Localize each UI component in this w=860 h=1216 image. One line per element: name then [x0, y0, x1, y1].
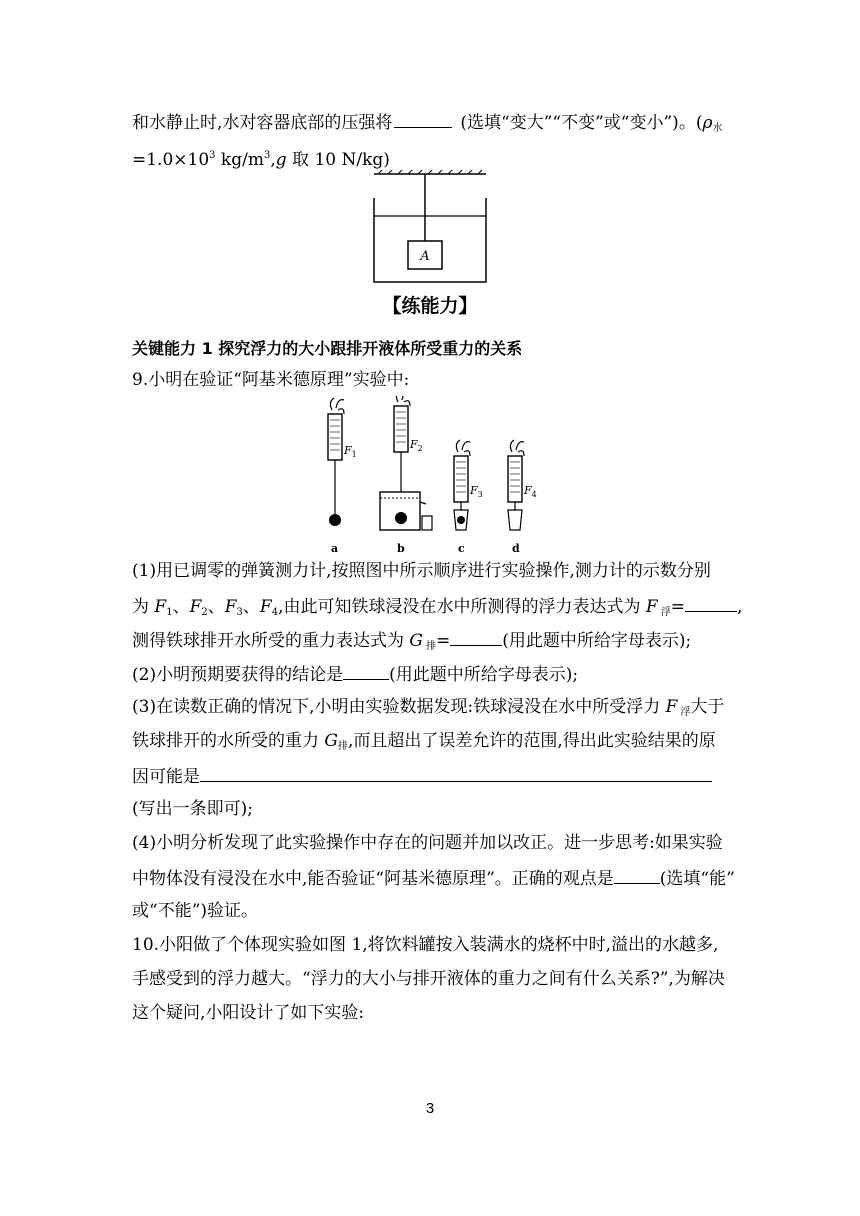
section-title: 【练能力】: [382, 295, 478, 317]
q9-stem: 9.小明在验证“阿基米德原理”实验中:: [132, 370, 410, 390]
archimedes-experiment-figure: [318, 396, 538, 556]
q10-line2: 手感受到的浮力越大。“浮力的大小与排开液体的重力之间有什么关系?”,为解决: [132, 969, 725, 989]
key-ability-heading: 关键能力 1 探究浮力的大小跟排开液体所受重力的关系: [132, 339, 523, 358]
buoyancy-expression-blank[interactable]: [685, 593, 737, 612]
page-number: 3: [425, 1100, 435, 1117]
q9-part3-line4: (写出一条即可);: [132, 799, 253, 819]
q9-part1-line3: 测得铁球排开水所受的重力表达式为 G $_排$= (用此题中所给字母表示);: [132, 627, 691, 659]
block-a-label: A: [420, 249, 430, 264]
q9-part4-line3: 或“不能”)验证。: [132, 901, 259, 921]
q9-part1-line1: (1)用已调零的弹簧测力计,按照图中所示顺序进行实验操作,测力计的示数分别: [132, 561, 711, 581]
answer-blank[interactable]: [394, 109, 452, 128]
label-F4: $F_4$: [524, 484, 537, 499]
displaced-weight-blank[interactable]: [450, 627, 502, 646]
q9-part4-line2: 中物体没有浸没在水中,能否验证“阿基米德原理”。正确的观点是 (选填“能”: [132, 865, 735, 891]
panel-b: [380, 396, 432, 555]
q9-part4-line1: (4)小明分析发现了此实验操作中存在的问题并加以改正。进一步思考:如果实验: [132, 833, 723, 853]
intro-line-1: 和水静止时,水对容器底部的压强将 (选填“变大”“不变”或“变小”)。($\rho_水$: [132, 109, 722, 141]
q9-part2: (2)小明预期要获得的结论是 (用此题中所给字母表示);: [132, 661, 578, 687]
q10-line1: 10.小阳做了个体现实验如图 1,将饮料罐按入装满水的烧杯中时,溢出的水越多,: [132, 935, 719, 955]
can-verify-blank[interactable]: [614, 865, 660, 884]
intro-line-2: $=1.0\times 10^3$ $kg/m^3,g$ 取 10 N/kg): [132, 150, 390, 170]
panel-a: [328, 398, 357, 555]
label-F2: $F_2$: [410, 438, 423, 453]
reason-blank[interactable]: [200, 763, 712, 782]
q9-part3-line1: (3)在读数正确的情况下,小明由实验数据发现:铁球浸没在水中所受浮力 F $_浮$大于: [132, 697, 725, 718]
q9-part3-line2: 铁球排开的水所受的重力 $G_排$,而且超出了误差允许的范围,得出此实验结果的原: [132, 731, 716, 752]
q9-part1-line2: 为 $F_1$、$F_2$、$F_3$、$F_4$,由此可知铁球浸没在水中所测得的浮力表达式为 F $_浮$= ,: [132, 593, 742, 625]
container-block-figure: [368, 170, 492, 286]
q9-part3-line3: 因可能是: [132, 763, 712, 789]
label-a: a: [331, 542, 339, 555]
label-F3: $F_3$: [470, 484, 483, 499]
panel-c: [454, 440, 483, 555]
label-d: d: [512, 542, 520, 555]
label-b: b: [397, 542, 405, 555]
label-F1: $F_1$: [344, 444, 357, 459]
conclusion-blank[interactable]: [343, 661, 389, 680]
panel-d: [508, 440, 537, 555]
q10-line3: 这个疑问,小阳设计了如下实验:: [132, 1003, 365, 1023]
label-c: c: [458, 542, 465, 555]
